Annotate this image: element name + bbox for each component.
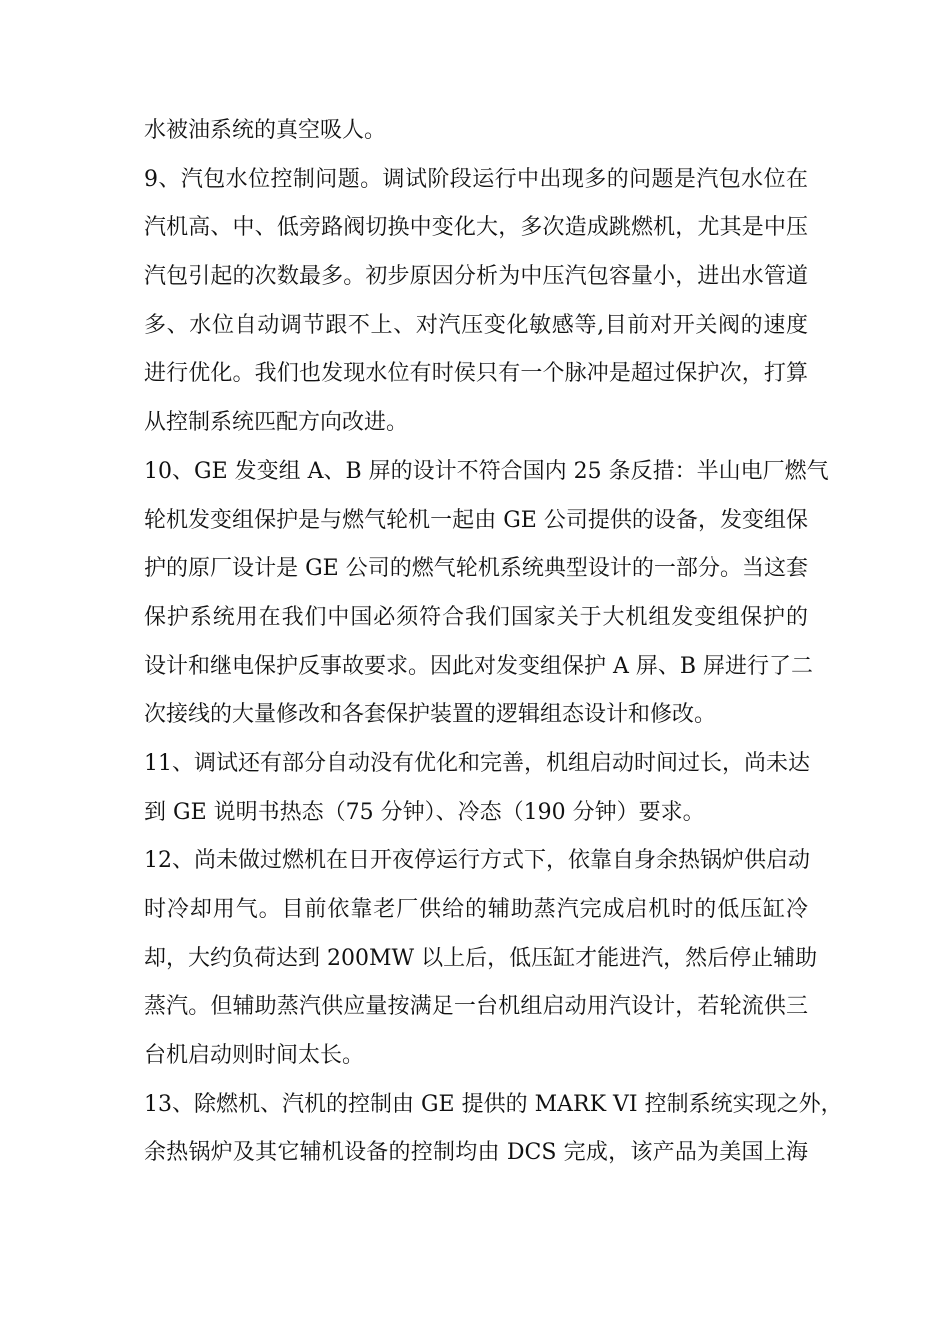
text-line: 设计和继电保护反事故要求。因此对发变组保护 A 屏、B 屏进行了二 <box>144 653 814 679</box>
text-line: 蒸汽。但辅助蒸汽供应量按满足一台机组启动用汽设计，若轮流供三 <box>144 994 808 1020</box>
text-line: 时冷却用气。目前依靠老厂供给的辅助蒸汽完成启机时的低压缸冷 <box>144 897 808 922</box>
text-line: 从控制系统匹配方向改进。 <box>144 410 409 436</box>
text-line: 进行优化。我们也发现水位有时侯只有一个脉冲是超过保护次，打算 <box>144 361 808 387</box>
text-line: 9、汽包水位控制问题。调试阶段运行中出现多的问题是汽包水位在 <box>144 166 808 192</box>
document-body <box>144 116 843 1187</box>
text-line: 12、尚未做过燃机在日开夜停运行方式下，依靠自身余热锅炉供启动 <box>144 848 810 874</box>
text-line: 轮机发变组保护是与燃气轮机一起由 GE 公司提供的设备，发变组保 <box>144 507 808 533</box>
text-line: 次接线的大量修改和各套保护装置的逻辑组态设计和修改。 <box>144 702 717 728</box>
text-line: 台机启动则时间太长。 <box>144 1043 365 1069</box>
text-line: 10、GE 发变组 A、B 屏的设计不符合国内 25 条反措：半山电厂燃气 <box>144 458 829 484</box>
text-line: 保护系统用在我们中国必须符合我们国家关于大机组发变组保护的 <box>144 604 808 630</box>
text-line: 护的原厂设计是 GE 公司的燃气轮机系统典型设计的一部分。当这套 <box>144 556 808 582</box>
text-line: 却，大约负荷达到 200MW 以上后，低压缸才能进汽，然后停止辅助 <box>144 945 818 971</box>
text-line: 13、除燃机、汽机的控制由 GE 提供的 MARK VI 控制系统实现之外， <box>144 1091 843 1117</box>
text-line: 水被油系统的真空吸人。 <box>144 118 387 143</box>
text-line: 汽包引起的次数最多。初步原因分析为中压汽包容量小，进出水管道 <box>144 264 808 290</box>
text-line: 汽机高、中、低旁路阀切换中变化大，多次造成跳燃机，尤其是中压 <box>144 215 808 241</box>
text-line: 11、调试还有部分自动没有优化和完善，机组启动时间过长，尚未达 <box>144 750 810 776</box>
text-line: 余热锅炉及其它辅机设备的控制均由 DCS 完成，该产品为美国上海 <box>144 1140 808 1166</box>
text-line: 多、水位自动调节跟不上、对汽压变化敏感等,目前对开关阀的速度 <box>144 312 808 338</box>
text-line: 到 GE 说明书热态（75 分钟）、冷态（190 分钟）要求。 <box>144 799 705 825</box>
